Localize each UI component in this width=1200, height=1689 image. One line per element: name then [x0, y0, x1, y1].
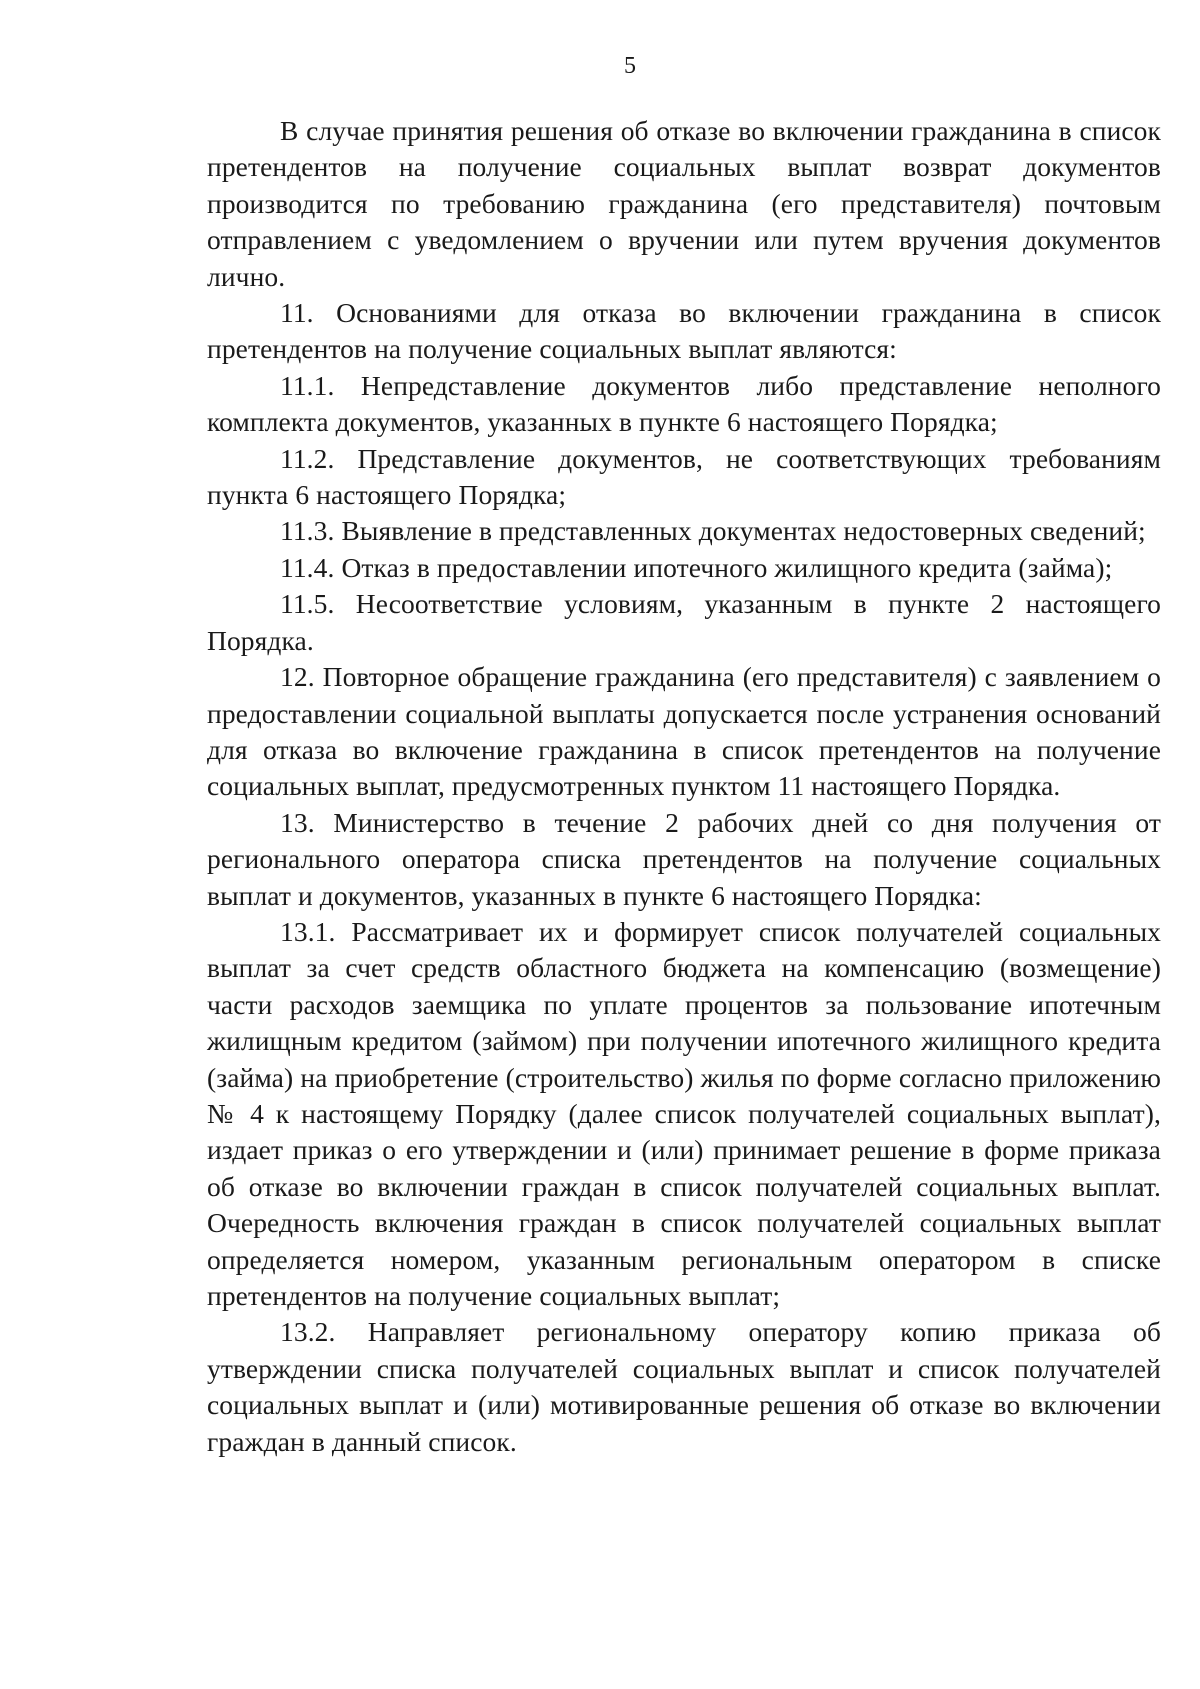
- paragraph-11-grounds-for-refusal: 11. Основаниями для отказа во включении гражданина в список претендентов на получение социальных выплат являются:: [207, 297, 1161, 365]
- paragraph-11-4: 11.4. Отказ в предоставлении ипотечного жилищного кредита (займа);: [280, 551, 1113, 583]
- paragraph-13-ministry: 13. Министерство в течение 2 рабочих дней со дня получения от регионального оператора списка претендентов на получение социальных выплат и документов, указанных в пункте 6 настоящего Порядка:: [207, 806, 1161, 911]
- paragraph-12-repeated-application: 12. Повторное обращение гражданина (его представителя) с заявлением о предоставлении социальной выплаты допускается после устранения оснований для отказа во включение гражданина в список претендентов на получение социальных выплат, предусмотренных пунктом 11 настоящего Порядка.: [207, 661, 1161, 802]
- paragraph-11-3: 11.3. Выявление в представленных документах недостоверных сведений;: [280, 515, 1146, 547]
- paragraph-refusal-return-documents: В случае принятия решения об отказе во включении гражданина в список претендентов на получение социальных выплат возврат документов производится по требованию гражданина (его представителя) почтовым отправлением с уведомлением о вручении или путем вручения документов лично.: [207, 115, 1161, 292]
- page-number: 5: [624, 53, 636, 79]
- paragraph-11-1: 11.1. Непредставление документов либо представление неполного комплекта документов, указанных в пункте 6 настоящего Порядка;: [207, 369, 1161, 438]
- paragraph-11-5: 11.5. Несоответствие условиям, указанным в пункте 2 настоящего Порядка.: [207, 588, 1161, 656]
- paragraph-13-1: 13.1. Рассматривает их и формирует список получателей социальных выплат за счет средств областного бюджета на компенсацию (возмещение) части расходов заемщика по уплате процентов за пользование ипотечным жилищным кредитом (займом) при получении ипотечного жилищного кредита (займа) на приобретение (строительство) жилья по форме согласно приложению № 4 к настоящему Порядку (далее список получателей социальных выплат), издает приказ о его утверждении и (или) принимает решение в форме приказа об отказе во включении граждан в список получателей социальных выплат. Очередность включения граждан в список получателей социальных выплат определяется номером, указанным региональным оператором в списке претендентов на получение социальных выплат;: [207, 915, 1161, 1311]
- document-body: [207, 113, 1161, 1460]
- paragraph-13-2: 13.2. Направляет региональному оператору копию приказа об утверждении списка получателей социальных выплат и список получателей социальных выплат и (или) мотивированные решения об отказе во включении граждан в данный список.: [207, 1316, 1161, 1457]
- paragraph-11-2: 11.2. Представление документов, не соответствующих требованиям пункта 6 настоящего Порядка;: [207, 442, 1161, 511]
